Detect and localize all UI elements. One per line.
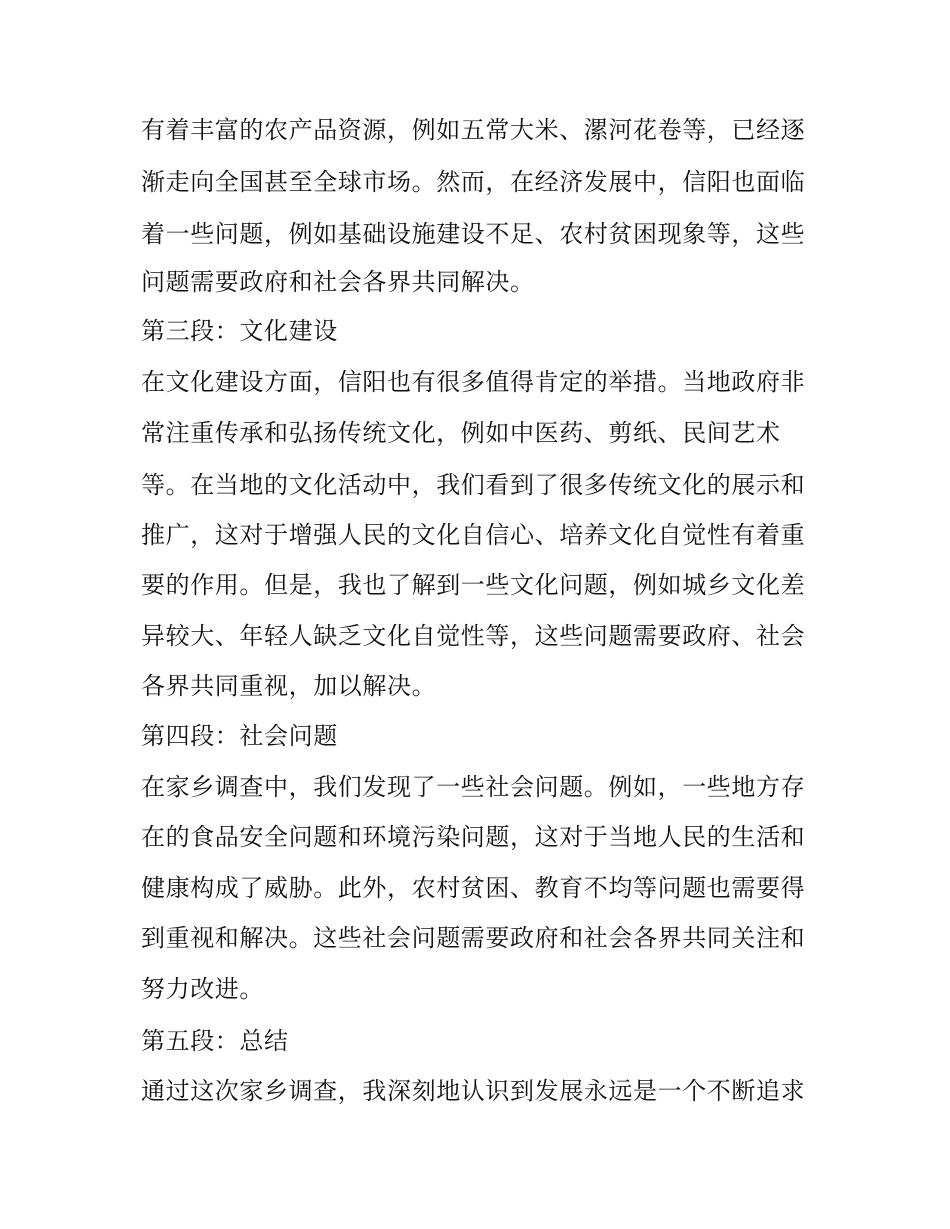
- paragraph-line: 问题需要政府和社会各界共同解决。: [141, 268, 535, 296]
- paragraph-line: 异较大、年轻人缺乏文化自觉性等，这些问题需要政府、社会: [141, 622, 806, 650]
- paragraph-line: 健康构成了威胁。此外，农村贫困、教育不均等问题也需要得: [141, 874, 806, 902]
- paragraph-line: 推广，这对于增强人民的文化自信心、培养文化自觉性有着重: [141, 521, 806, 549]
- paragraph-line: 在文化建设方面，信阳也有很多值得肯定的举措。当地政府非: [141, 368, 806, 396]
- section-heading: 第三段：文化建设: [141, 317, 338, 345]
- paragraph-line: 在的食品安全问题和环境污染问题，这对于当地人民的生活和: [141, 823, 806, 851]
- paragraph-line: 各界共同重视，加以解决。: [141, 672, 437, 700]
- paragraph-line: 在家乡调查中，我们发现了一些社会问题。例如，一些地方存: [141, 773, 806, 801]
- paragraph-line: 通过这次家乡调查，我深刻地认识到发展永远是一个不断追求: [141, 1077, 806, 1105]
- section-heading: 第五段：总结: [141, 1027, 289, 1055]
- paragraph-line: 努力改进。: [141, 975, 264, 1003]
- paragraph-line: 要的作用。但是，我也了解到一些文化问题，例如城乡文化差: [141, 571, 806, 599]
- paragraph-line: 常注重传承和弘扬传统文化，例如中医药、剪纸、民间艺术: [141, 419, 781, 447]
- paragraph-line: 等。在当地的文化活动中，我们看到了很多传统文化的展示和: [141, 471, 806, 499]
- paragraph-line: 有着丰富的农产品资源，例如五常大米、漯河花卷等，已经逐: [141, 116, 806, 144]
- section-heading: 第四段：社会问题: [141, 722, 338, 750]
- paragraph-line: 到重视和解决。这些社会问题需要政府和社会各界共同关注和: [141, 924, 806, 952]
- paragraph-line: 着一些问题，例如基础设施建设不足、农村贫困现象等，这些: [141, 220, 806, 248]
- paragraph-line: 渐走向全国甚至全球市场。然而，在经济发展中，信阳也面临: [141, 168, 806, 196]
